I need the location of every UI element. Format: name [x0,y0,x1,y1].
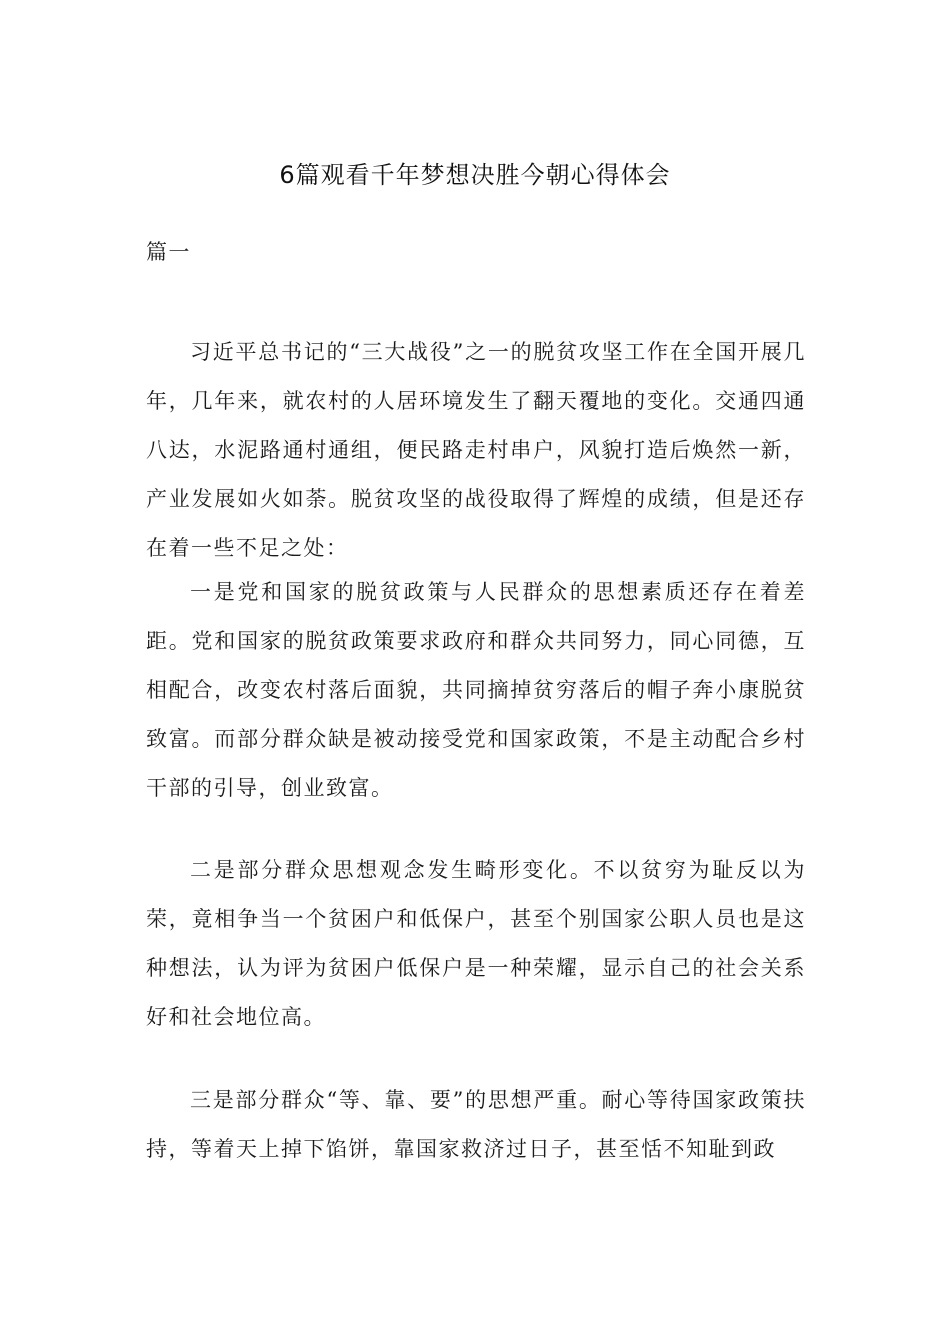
paragraph-point-two: 二是部分群众思想观念发生畸形变化。不以贫穷为耻反以为荣，竟相争当一个贫困户和低保户，甚至个别国家公职人员也是这种想法，认为评为贫困户低保户是一种荣耀，显示自己的社会关系好和社会地位高。 [146,858,806,1029]
paragraph-intro: 习近平总书记的“三大战役”之一的脱贫攻坚工作在全国开展几年，几年来，就农村的人居环境发生了翻天覆地的变化。交通四通八达，水泥路通村通组，便民路走村串户，风貌打造后焕然一新，产业发展如火如荼。脱贫攻坚的战役取得了辉煌的成绩，但是还存在着一些不足之处： [146,340,806,560]
document-title: 6篇观看千年梦想决胜今朝心得体会 [279,161,671,189]
paragraph-point-three: 三是部分群众“等、靠、要”的思想严重。耐心等待国家政策扶持，等着天上掉下馅饼，靠国家救济过日子，甚至恬不知耻到政 [146,1088,806,1161]
section-label: 篇一 [146,240,191,264]
paragraph-point-one: 一是党和国家的脱贫政策与人民群众的思想素质还存在着差距。党和国家的脱贫政策要求政府和群众共同努力，同心同德，互相配合，改变农村落后面貌，共同摘掉贫穷落后的帽子奔小康脱贫致富。而部分群众缺是被动接受党和国家政策，不是主动配合乡村干部的引导，创业致富。 [146,580,806,800]
